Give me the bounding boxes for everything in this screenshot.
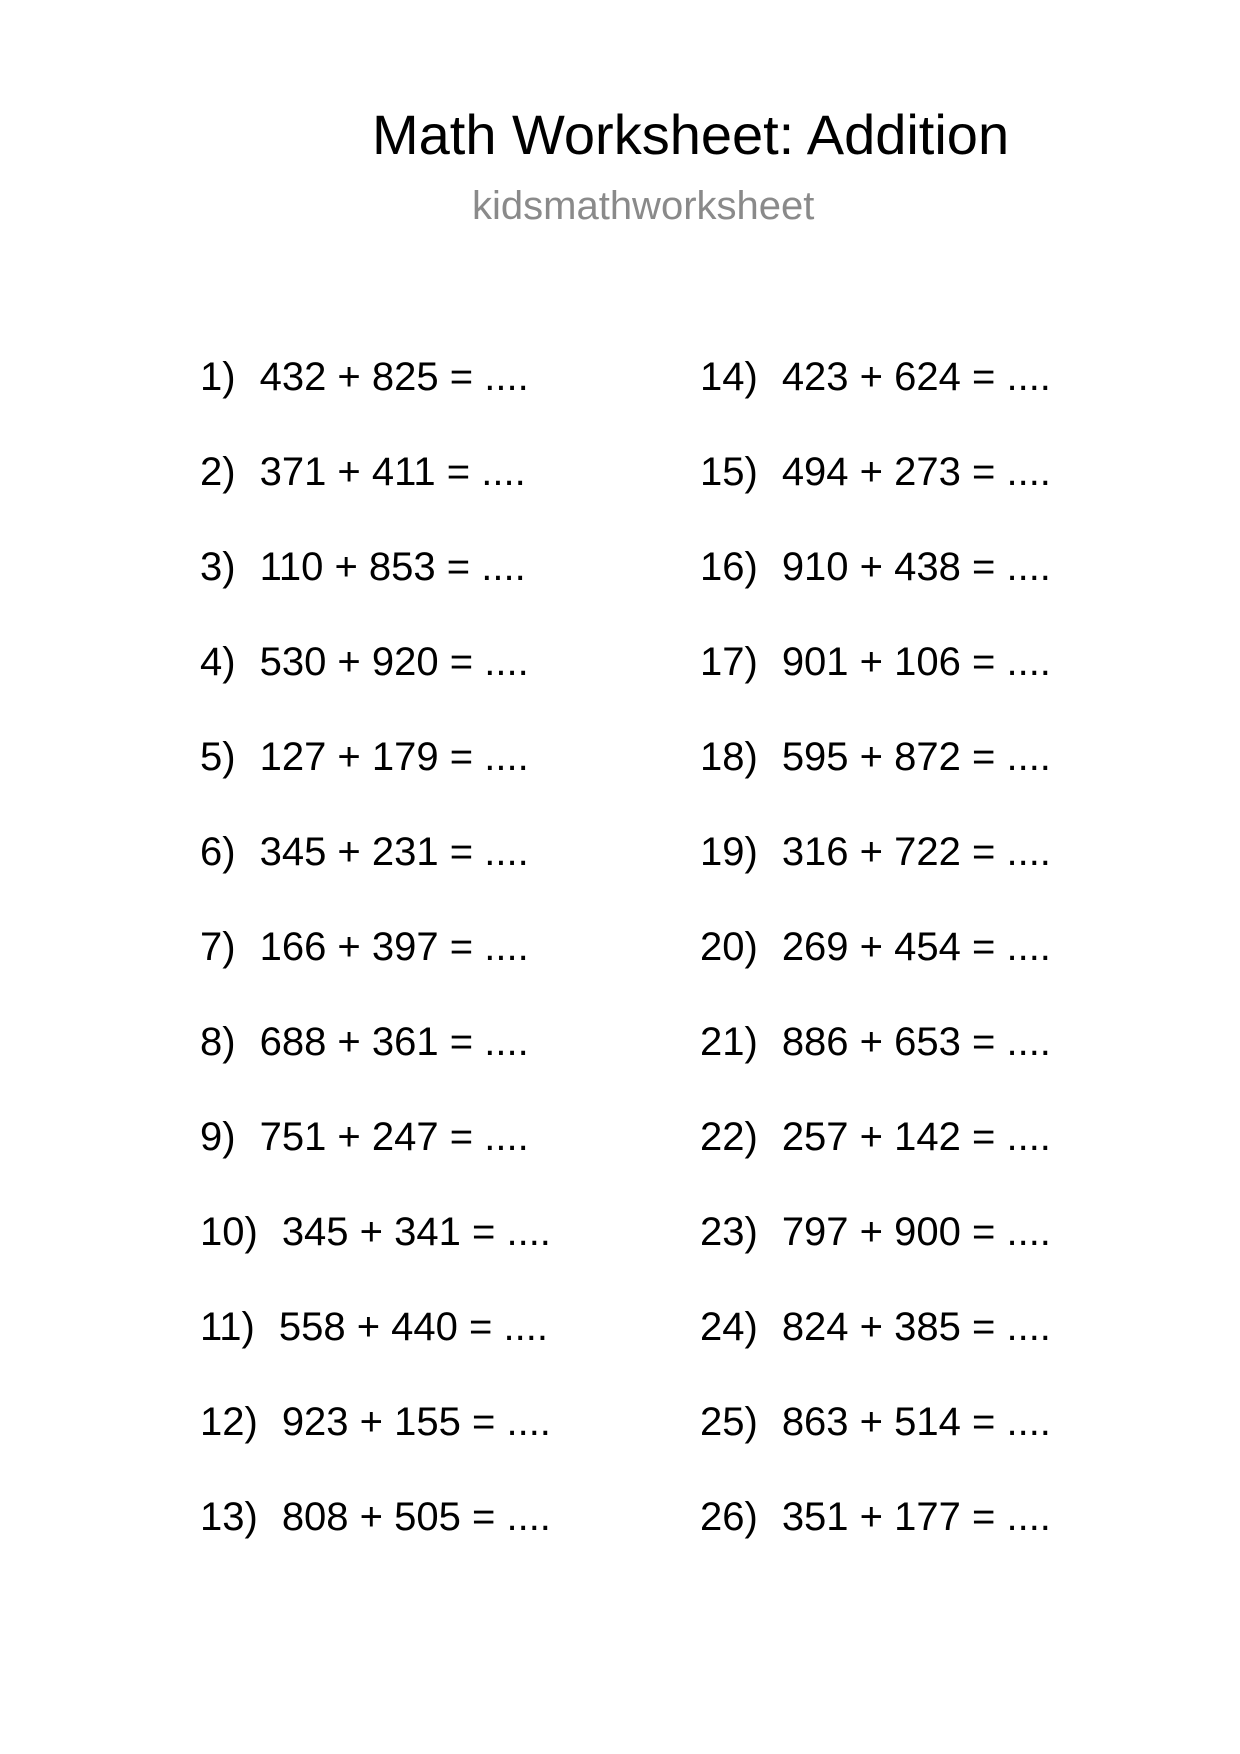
problem-number: 20) bbox=[700, 925, 758, 969]
problem-number: 5) bbox=[200, 735, 236, 779]
problem-4 bbox=[200, 615, 551, 710]
problem-23 bbox=[700, 1185, 1051, 1280]
problem-expression: 886 + 653 = .... bbox=[781, 1020, 1051, 1064]
problem-20 bbox=[700, 900, 1051, 995]
problem-21 bbox=[700, 995, 1051, 1090]
problem-26 bbox=[700, 1470, 1051, 1565]
problem-number: 25) bbox=[700, 1400, 758, 1444]
problem-number: 19) bbox=[700, 830, 758, 874]
problem-24 bbox=[700, 1280, 1051, 1375]
problem-17 bbox=[700, 615, 1051, 710]
problem-number: 17) bbox=[700, 640, 758, 684]
problem-number: 24) bbox=[700, 1305, 758, 1349]
problem-expression: 351 + 177 = .... bbox=[781, 1495, 1051, 1539]
problem-6 bbox=[200, 805, 551, 900]
problem-expression: 345 + 341 = .... bbox=[281, 1210, 551, 1254]
worksheet-subtitle: kidsmathworksheet bbox=[472, 184, 815, 228]
problem-10 bbox=[200, 1185, 551, 1280]
problem-expression: 751 + 247 = .... bbox=[259, 1115, 529, 1159]
problem-number: 13) bbox=[200, 1495, 258, 1539]
problem-expression: 910 + 438 = .... bbox=[781, 545, 1051, 589]
problem-12 bbox=[200, 1375, 551, 1470]
problem-expression: 127 + 179 = .... bbox=[259, 735, 529, 779]
problem-25 bbox=[700, 1375, 1051, 1470]
problem-number: 15) bbox=[700, 450, 758, 494]
problem-number: 3) bbox=[200, 545, 236, 589]
problem-expression: 371 + 411 = .... bbox=[259, 450, 526, 494]
problem-expression: 530 + 920 = .... bbox=[259, 640, 529, 684]
problem-19 bbox=[700, 805, 1051, 900]
problem-expression: 863 + 514 = .... bbox=[781, 1400, 1051, 1444]
problem-expression: 901 + 106 = .... bbox=[781, 640, 1051, 684]
problem-expression: 423 + 624 = .... bbox=[781, 355, 1051, 399]
problem-number: 9) bbox=[200, 1115, 236, 1159]
problem-expression: 808 + 505 = .... bbox=[281, 1495, 551, 1539]
problem-expression: 166 + 397 = .... bbox=[259, 925, 529, 969]
problem-number: 8) bbox=[200, 1020, 236, 1064]
problem-number: 26) bbox=[700, 1495, 758, 1539]
problem-number: 14) bbox=[700, 355, 758, 399]
problem-expression: 257 + 142 = .... bbox=[781, 1115, 1051, 1159]
problem-13 bbox=[200, 1470, 551, 1565]
problem-expression: 110 + 853 = .... bbox=[259, 545, 526, 589]
problem-3 bbox=[200, 520, 551, 615]
problem-number: 18) bbox=[700, 735, 758, 779]
problem-11 bbox=[200, 1280, 551, 1375]
problem-expression: 345 + 231 = .... bbox=[259, 830, 529, 874]
problems-column-right bbox=[700, 330, 1051, 1565]
problem-expression: 432 + 825 = .... bbox=[259, 355, 529, 399]
problem-number: 21) bbox=[700, 1020, 758, 1064]
problem-number: 23) bbox=[700, 1210, 758, 1254]
problem-number: 12) bbox=[200, 1400, 258, 1444]
problem-expression: 269 + 454 = .... bbox=[781, 925, 1051, 969]
problem-expression: 824 + 385 = .... bbox=[781, 1305, 1051, 1349]
problem-number: 22) bbox=[700, 1115, 758, 1159]
problem-expression: 558 + 440 = .... bbox=[278, 1305, 548, 1349]
problem-expression: 923 + 155 = .... bbox=[281, 1400, 551, 1444]
problem-number: 2) bbox=[200, 450, 236, 494]
problem-9 bbox=[200, 1090, 551, 1185]
problem-14 bbox=[700, 330, 1051, 425]
problem-7 bbox=[200, 900, 551, 995]
problem-15 bbox=[700, 425, 1051, 520]
problem-number: 10) bbox=[200, 1210, 258, 1254]
problem-2 bbox=[200, 425, 551, 520]
problem-number: 1) bbox=[200, 355, 236, 399]
problem-1 bbox=[200, 330, 551, 425]
problem-number: 4) bbox=[200, 640, 236, 684]
problem-18 bbox=[700, 710, 1051, 805]
problem-8 bbox=[200, 995, 551, 1090]
problem-expression: 595 + 872 = .... bbox=[781, 735, 1051, 779]
problem-number: 7) bbox=[200, 925, 236, 969]
problem-expression: 316 + 722 = .... bbox=[781, 830, 1051, 874]
problem-expression: 797 + 900 = .... bbox=[781, 1210, 1051, 1254]
problems-column-left bbox=[200, 330, 551, 1565]
worksheet-title: Math Worksheet: Addition bbox=[372, 103, 1010, 166]
problem-expression: 688 + 361 = .... bbox=[259, 1020, 529, 1064]
problem-expression: 494 + 273 = .... bbox=[781, 450, 1051, 494]
problem-number: 16) bbox=[700, 545, 758, 589]
problem-5 bbox=[200, 710, 551, 805]
problem-number: 11) bbox=[200, 1305, 255, 1349]
problem-22 bbox=[700, 1090, 1051, 1185]
problem-16 bbox=[700, 520, 1051, 615]
problem-number: 6) bbox=[200, 830, 236, 874]
